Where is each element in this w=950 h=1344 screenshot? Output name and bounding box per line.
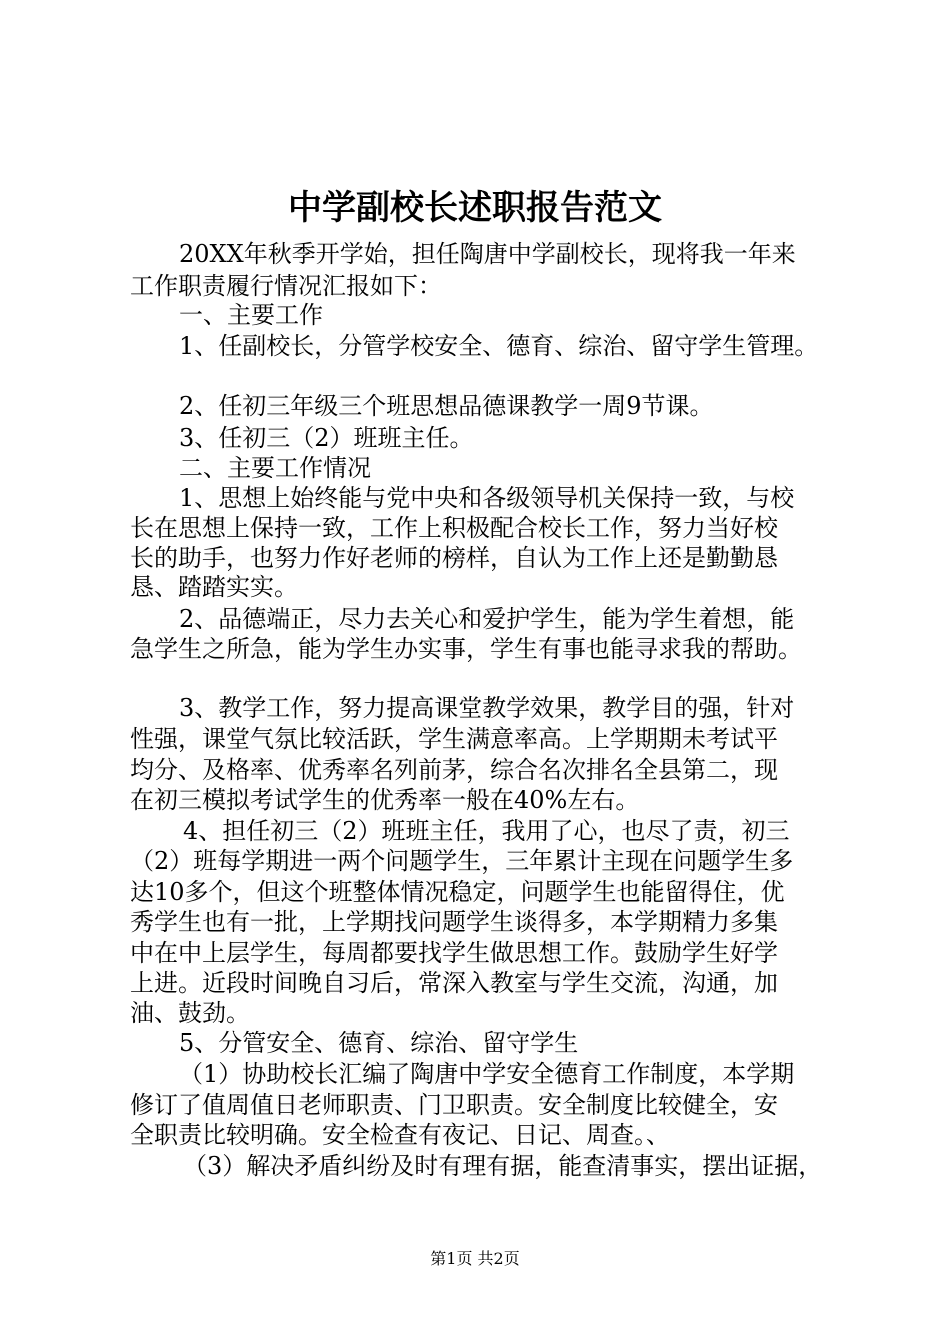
paragraph-line: 油、鼓劲。 [130,999,250,1027]
paragraph-line: 5、分管安全、德育、综治、留守学生 [179,1029,579,1057]
paragraph-line: 恳、踏踏实实。 [130,573,298,601]
paragraph-line: 中在中上层学生，每周都要找学生做思想工作。鼓励学生好学 [130,939,778,967]
paragraph-line: 达10多个，但这个班整体情况稳定，问题学生也能留得住，优 [130,878,785,906]
paragraph-line: 2、任初三年级三个班思想品德课教学一周9节课。 [179,392,714,420]
paragraph-line: 4、担任初三（2）班班主任，我用了心，也尽了责，初三 [183,817,790,845]
paragraph-line: 急学生之所急，能为学生办实事，学生有事也能寻求我的帮助。 [130,635,802,663]
paragraph-line: 性强，课堂气氛比较活跃，学生满意率高。上学期期未考试平 [130,725,778,753]
section-heading: 一、主要工作 [179,301,323,329]
paragraph-line: 上进。近段时间晚自习后，常深入教室与学生交流，沟通，加 [130,969,778,997]
section-heading: 二、主要工作情况 [179,454,371,482]
paragraph-line: 长在思想上保持一致，工作上积极配合校长工作，努力当好校 [130,514,778,542]
paragraph-line: 全职责比较明确。安全检查有夜记、日记、周查。、 [130,1121,670,1149]
paragraph-line: 3、任初三（2）班班主任。 [179,424,474,452]
paragraph-line: 1、任副校长，分管学校安全、德育、综治、留守学生管理。 [179,332,819,360]
paragraph-line: 工作职责履行情况汇报如下： [130,272,442,300]
paragraph-line: 秀学生也有一批，上学期找问题学生谈得多，本学期精力多集 [130,908,778,936]
paragraph-line: 20XX年秋季开学始，担任陶唐中学副校长，现将我一年来 [179,240,796,268]
paragraph-line: 在初三模拟考试学生的优秀率一般在40%左右。 [130,786,640,814]
paragraph-line: 2、品德端正，尽力去关心和爱护学生，能为学生着想，能 [179,605,795,633]
paragraph-line: 3、教学工作，努力提高课堂教学效果，教学目的强，针对 [179,694,795,722]
paragraph-line: 均分、及格率、优秀率名列前茅，综合名次排名全县第二，现 [130,756,778,784]
paragraph-line: 长的助手，也努力作好老师的榜样，自认为工作上还是勤勤恳 [130,544,778,572]
paragraph-line: 修订了值周值日老师职责、门卫职责。安全制度比较健全，安 [130,1091,778,1119]
paragraph-line: （1）协助校长汇编了陶唐中学安全德育工作制度，本学期 [179,1060,795,1088]
paragraph-line: 1、思想上始终能与党中央和各级领导机关保持一致，与校 [179,484,795,512]
page-number: 第1页 共2页 [430,1249,520,1268]
paragraph-line: （2）班每学期进一两个问题学生，三年累计主现在问题学生多 [130,847,794,875]
document-title: 中学副校长述职报告范文 [288,188,662,228]
paragraph-line: （3）解决矛盾纠纷及时有理有据，能查清事实，摆出证据， [183,1152,823,1180]
